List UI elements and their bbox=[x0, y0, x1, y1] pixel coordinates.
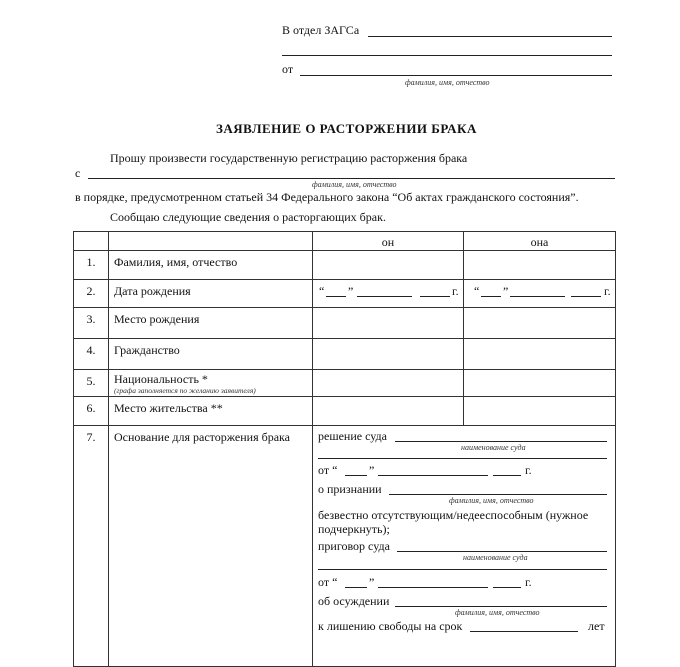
deprivation-label: к лишению свободы на срок bbox=[318, 619, 463, 633]
row-label-birthplace: Место рождения bbox=[109, 308, 313, 339]
decision-month-line[interactable] bbox=[378, 475, 488, 476]
he-birthdate-cell[interactable] bbox=[313, 280, 464, 308]
month-line[interactable] bbox=[357, 296, 412, 297]
row-label-nationality bbox=[109, 370, 313, 397]
he-residence-cell[interactable] bbox=[313, 397, 464, 426]
year-label: г. bbox=[604, 284, 611, 298]
date-close-quote: ” bbox=[503, 284, 509, 298]
table-header-cell bbox=[74, 232, 109, 251]
office-input-line-2[interactable] bbox=[282, 55, 612, 56]
law-text: в порядке, предусмотренном статьей 34 Федерального закона “Об актах гражданского состояния”. bbox=[75, 190, 579, 204]
years-label: лет bbox=[588, 619, 605, 633]
office-input-line[interactable] bbox=[368, 36, 612, 37]
table-row bbox=[74, 370, 616, 397]
he-birthplace-cell[interactable] bbox=[313, 308, 464, 339]
row-label-residence: Место жительства ** bbox=[109, 397, 313, 426]
court-caption: наименование суда bbox=[461, 443, 526, 452]
decision-quote-close: ” bbox=[369, 463, 375, 477]
she-fio-cell[interactable] bbox=[464, 251, 616, 280]
table-row bbox=[74, 251, 616, 280]
she-birthplace-cell[interactable] bbox=[464, 308, 616, 339]
he-nationality-cell[interactable] bbox=[313, 370, 464, 397]
she-nationality-cell[interactable] bbox=[464, 370, 616, 397]
decision-year-line[interactable] bbox=[493, 475, 521, 476]
spouse-input-line[interactable] bbox=[88, 178, 615, 179]
day-line[interactable] bbox=[481, 296, 501, 297]
recognition-fio-caption: фамилия, имя, отчество bbox=[449, 496, 534, 505]
info-text: Сообщаю следующие сведения о расторгающих брак. bbox=[110, 210, 386, 224]
court-name-line-2[interactable] bbox=[318, 458, 607, 459]
convicted-fio-caption: фамилия, имя, отчество bbox=[455, 608, 540, 617]
to-office-label: В отдел ЗАГСа bbox=[282, 23, 360, 37]
row-number: 5. bbox=[74, 370, 109, 397]
date-open-quote: “ bbox=[474, 284, 480, 298]
table-header-cell bbox=[109, 232, 313, 251]
convicted-fio-line[interactable] bbox=[395, 606, 607, 607]
sentence-court-line-2[interactable] bbox=[318, 569, 607, 570]
row-label-birthdate: Дата рождения bbox=[109, 280, 313, 308]
decision-year-label: г. bbox=[525, 463, 532, 477]
row-number: 3. bbox=[74, 308, 109, 339]
spouse-fio-caption: фамилия, имя, отчество bbox=[312, 180, 397, 189]
sentence-label: приговор суда bbox=[318, 539, 390, 553]
row-number: 2. bbox=[74, 280, 109, 308]
row-number: 6. bbox=[74, 397, 109, 426]
row-label-citizenship: Гражданство bbox=[109, 339, 313, 370]
table-row bbox=[74, 280, 616, 308]
table-row bbox=[74, 397, 616, 426]
year-line[interactable] bbox=[571, 296, 601, 297]
applicant-input-line[interactable] bbox=[300, 75, 612, 76]
column-she: она bbox=[464, 232, 616, 251]
sentence-quote-close: ” bbox=[369, 575, 375, 589]
column-he: он bbox=[313, 232, 464, 251]
row-number: 7. bbox=[74, 426, 109, 667]
table-header-row bbox=[74, 232, 616, 251]
she-citizenship-cell[interactable] bbox=[464, 339, 616, 370]
missing-text-line-1: безвестно отсутствующим/недееспособным (нужное bbox=[318, 508, 589, 522]
date-close-quote: ” bbox=[348, 284, 354, 298]
spouses-info-table bbox=[73, 231, 616, 667]
he-citizenship-cell[interactable] bbox=[313, 339, 464, 370]
sentence-year-line[interactable] bbox=[493, 587, 521, 588]
court-decision-label: решение суда bbox=[318, 429, 387, 443]
sentence-court-caption: наименование суда bbox=[463, 553, 528, 562]
table-row bbox=[74, 339, 616, 370]
nationality-label: Национальность * bbox=[114, 372, 208, 386]
he-fio-cell[interactable] bbox=[313, 251, 464, 280]
date-open-quote: “ bbox=[319, 284, 325, 298]
she-birthdate-cell[interactable] bbox=[464, 280, 616, 308]
convicted-label: об осуждении bbox=[318, 594, 390, 608]
table-row bbox=[74, 308, 616, 339]
table-row bbox=[74, 426, 616, 667]
row-label-grounds: Основание для расторжения брака bbox=[109, 426, 313, 667]
recognition-label: о признании bbox=[318, 482, 382, 496]
month-line[interactable] bbox=[510, 296, 565, 297]
nationality-note: (графа заполняется по желанию заявителя) bbox=[114, 386, 256, 395]
court-name-line[interactable] bbox=[395, 441, 607, 442]
year-line[interactable] bbox=[420, 296, 450, 297]
day-line[interactable] bbox=[326, 296, 346, 297]
grounds-cell bbox=[313, 426, 616, 667]
missing-text-line-2: подчеркнуть); bbox=[318, 522, 390, 536]
from-label: от bbox=[282, 62, 294, 76]
year-label: г. bbox=[452, 284, 459, 298]
request-text: Прошу произвести государственную регистрацию расторжения брака bbox=[110, 151, 468, 165]
sentence-year-label: г. bbox=[525, 575, 532, 589]
sentence-month-line[interactable] bbox=[378, 587, 488, 588]
row-number: 4. bbox=[74, 339, 109, 370]
row-label-fio: Фамилия, имя, отчество bbox=[109, 251, 313, 280]
sentence-date-from: от “ bbox=[318, 575, 338, 589]
she-residence-cell[interactable] bbox=[464, 397, 616, 426]
page-title: ЗАЯВЛЕНИЕ О РАСТОРЖЕНИИ БРАКА bbox=[216, 121, 477, 136]
recognition-fio-line[interactable] bbox=[389, 494, 607, 495]
with-label: с bbox=[75, 166, 81, 180]
sentence-court-line[interactable] bbox=[397, 551, 607, 552]
applicant-fio-caption: фамилия, имя, отчество bbox=[405, 78, 490, 87]
sentence-day-line[interactable] bbox=[345, 587, 367, 588]
row-number: 1. bbox=[74, 251, 109, 280]
decision-day-line[interactable] bbox=[345, 475, 367, 476]
term-line[interactable] bbox=[470, 631, 578, 632]
decision-date-from: от “ bbox=[318, 463, 338, 477]
